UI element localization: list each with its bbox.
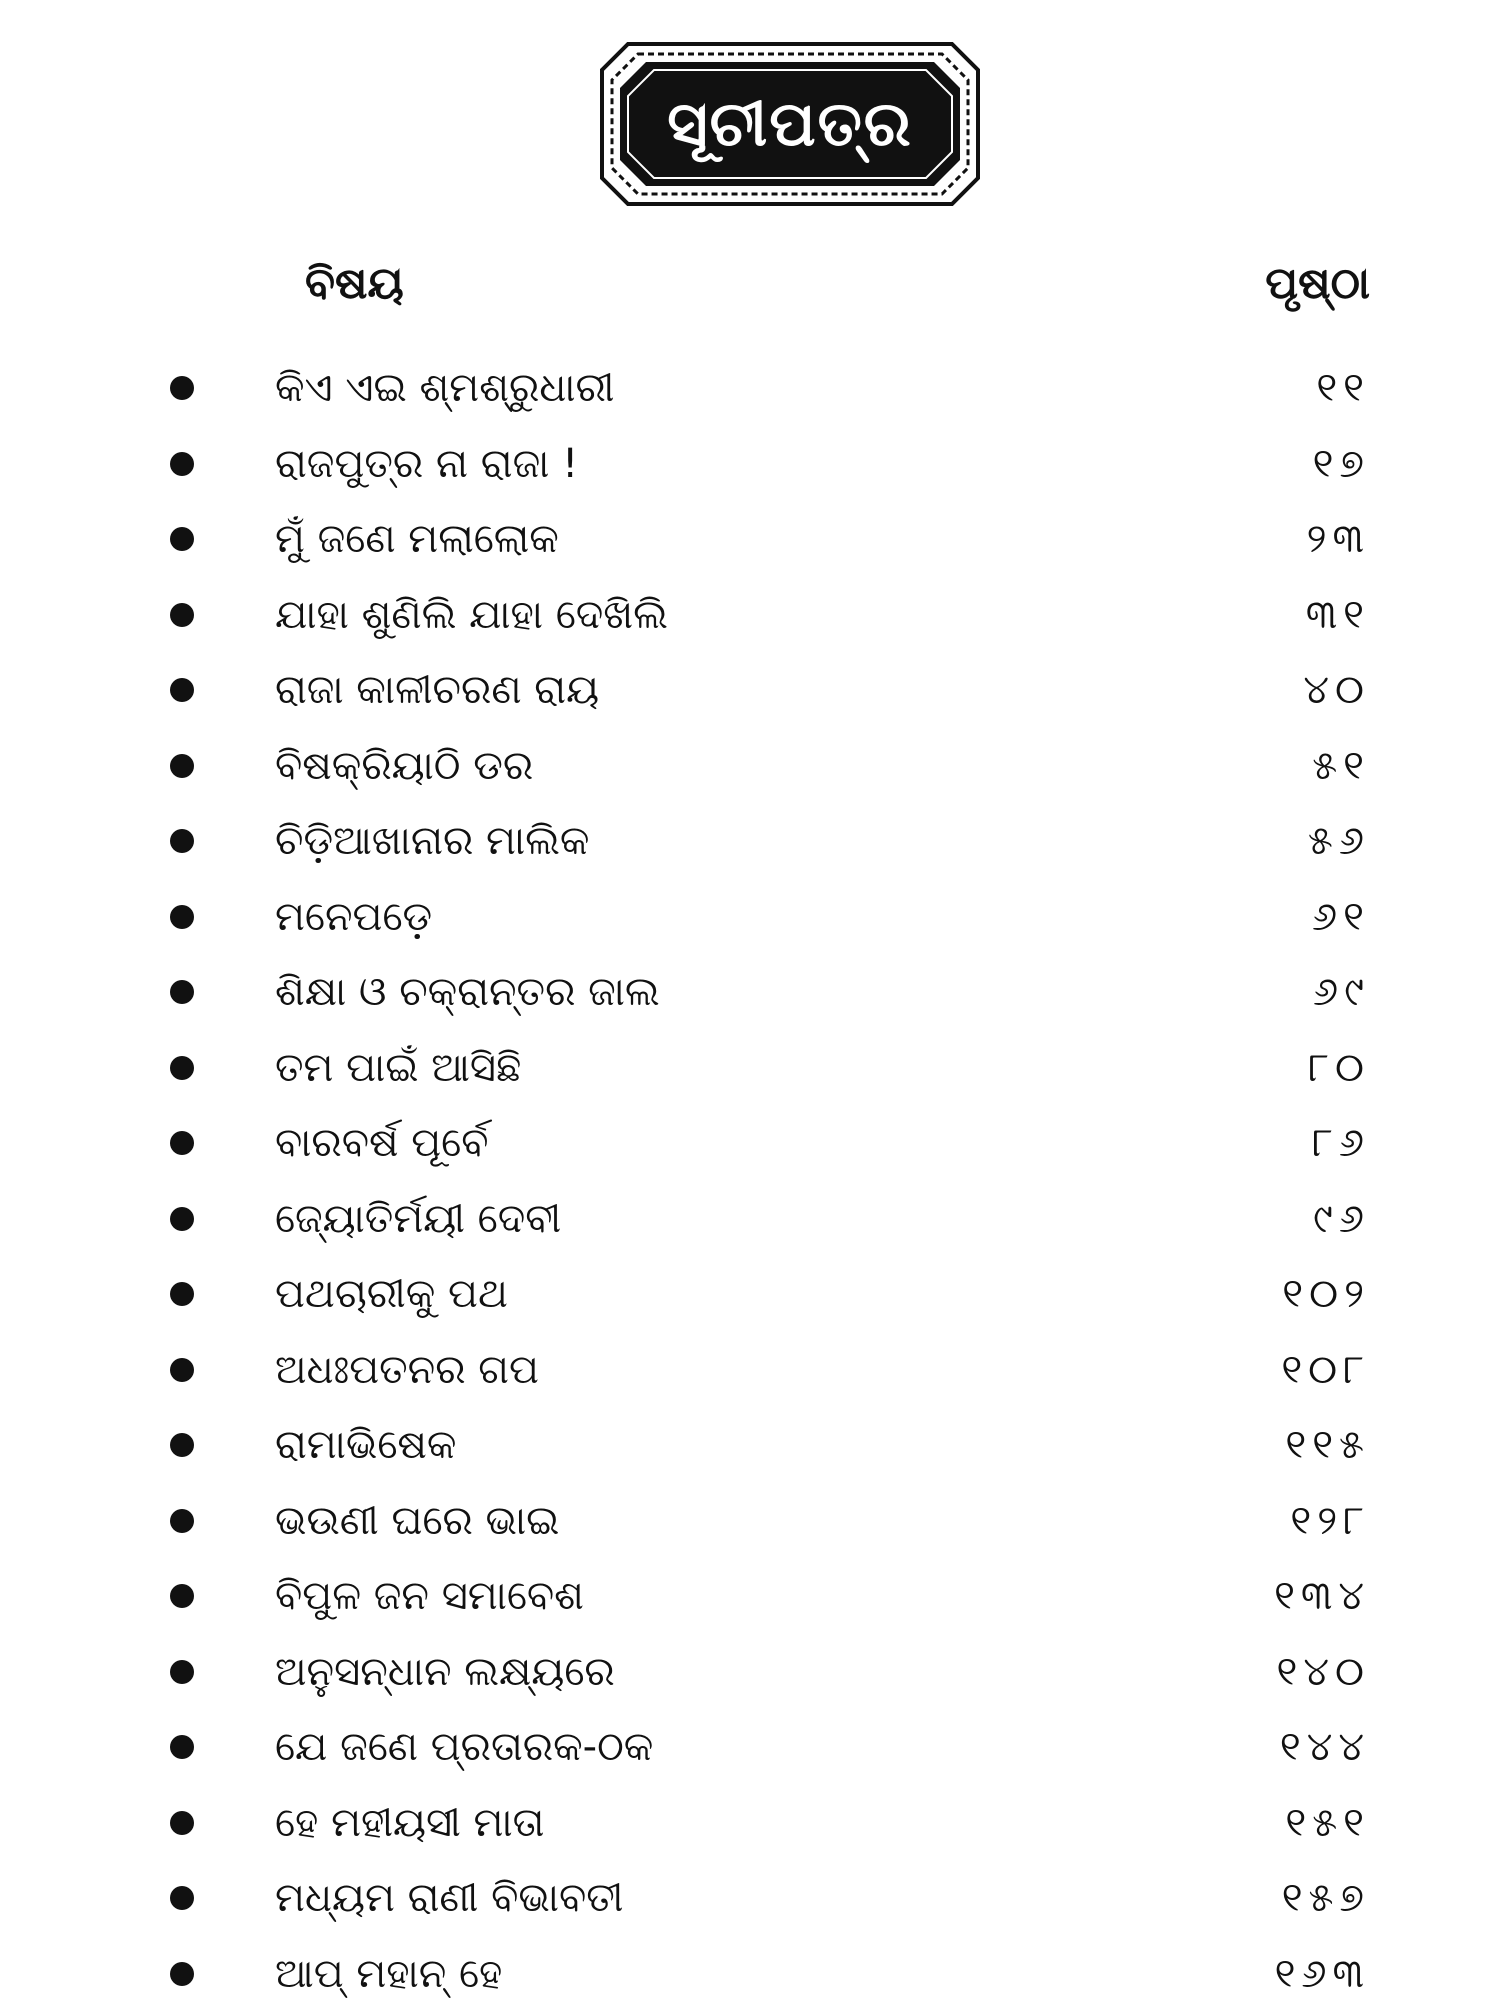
entry-title: ବାରବର୍ଷ ପୂର୍ବେ — [275, 1107, 488, 1179]
entry-page-number: ୧୧ — [1316, 352, 1370, 424]
bullet-icon — [170, 1282, 194, 1306]
entry-page-number: ୧୪୪ — [1280, 1711, 1370, 1783]
list-item — [0, 1787, 1500, 1863]
bullet-icon — [170, 376, 194, 400]
entry-title: ହେ ମହୀୟସୀ ମାତା — [275, 1787, 544, 1859]
bullet-icon — [170, 1886, 194, 1910]
list-item — [0, 579, 1500, 655]
list-item — [0, 503, 1500, 579]
entry-page-number: ୧୪୦ — [1277, 1636, 1370, 1708]
entry-title: ବିପୁଳ ଜନ ସମାବେଶ — [275, 1560, 584, 1632]
bullet-icon — [170, 1584, 194, 1608]
entry-title: ଭଉଣୀ ଘରେ ଭାଇ — [275, 1485, 559, 1557]
entry-page-number: ୩୧ — [1306, 579, 1370, 651]
list-item — [0, 1107, 1500, 1183]
list-item — [0, 805, 1500, 881]
bullet-icon — [170, 980, 194, 1004]
entry-title: ଅଧଃପତନର ଗପ — [275, 1334, 539, 1406]
entry-title: ଶିକ୍ଷା ଓ ଚକ୍ରାନ୍ତର ଜାଲ — [275, 956, 660, 1028]
column-header-page: ପୃଷ୍ଠା — [1265, 258, 1370, 309]
entry-title: ରାଜା କାଳୀଚରଣ ରାୟ — [275, 654, 599, 726]
bullet-icon — [170, 1131, 194, 1155]
bullet-icon — [170, 603, 194, 627]
entry-page-number: ୯୬ — [1313, 1183, 1370, 1255]
list-item — [0, 1862, 1500, 1938]
list-item — [0, 956, 1500, 1032]
entry-page-number: ୧୦୮ — [1281, 1334, 1370, 1406]
bullet-icon — [170, 1207, 194, 1231]
entry-title: ମଧ୍ୟମ ରାଣୀ ବିଭାବତୀ — [275, 1862, 624, 1934]
entry-page-number: ୫୧ — [1312, 730, 1370, 802]
entry-page-number: ୮୦ — [1308, 1032, 1370, 1104]
entry-page-number: ୬୯ — [1313, 956, 1370, 1028]
entry-page-number: ୫୬ — [1308, 805, 1370, 877]
entry-page-number: ୧୧୫ — [1285, 1409, 1370, 1481]
bullet-icon — [170, 829, 194, 853]
entry-title: ଜ୍ୟୋତିର୍ମୟୀ ଦେବୀ — [275, 1183, 561, 1255]
bullet-icon — [170, 1811, 194, 1835]
list-item — [0, 1636, 1500, 1712]
list-item — [0, 1032, 1500, 1108]
bullet-icon — [170, 678, 194, 702]
entry-page-number: ୧୫୧ — [1285, 1787, 1370, 1859]
list-item — [0, 1938, 1500, 2013]
entry-title: ବିଷକ୍ରିୟାଠି ଡର — [275, 730, 533, 802]
entry-title: ମନେପଡ଼େ — [275, 881, 432, 953]
list-item — [0, 1183, 1500, 1259]
list-item — [0, 1409, 1500, 1485]
entry-title: ଯେ ଜଣେ ପ୍ରତାରକ-ଠକ — [275, 1711, 653, 1783]
page-title: ସୂଚୀପତ୍ର — [598, 40, 982, 208]
bullet-icon — [170, 1358, 194, 1382]
list-item — [0, 352, 1500, 428]
bullet-icon — [170, 1433, 194, 1457]
list-item — [0, 1334, 1500, 1410]
list-item — [0, 1711, 1500, 1787]
entry-title: ଯାହା ଶୁଣିଲି ଯାହା ଦେଖିଲି — [275, 579, 668, 651]
entry-title: ତମ ପାଇଁ ଆସିଛି — [275, 1032, 521, 1104]
bullet-icon — [170, 452, 194, 476]
entry-page-number: ୨୩ — [1307, 503, 1370, 575]
bullet-icon — [170, 1056, 194, 1080]
entry-title: ରାମାଭିଷେକ — [275, 1409, 456, 1481]
entry-page-number: ୮୬ — [1312, 1107, 1370, 1179]
entry-title: ଆପ୍ ମହାନ୍ ହେ — [275, 1938, 502, 2010]
list-item — [0, 1258, 1500, 1334]
entry-page-number: ୧୩୪ — [1274, 1560, 1370, 1632]
list-item — [0, 881, 1500, 957]
entry-title: ଚିଡ଼ିଆଖାନାର ମାଲିକ — [275, 805, 589, 877]
entry-page-number: ୬୧ — [1312, 881, 1370, 953]
column-header-subject: ବିଷୟ — [305, 258, 404, 309]
entry-page-number: ୧୭ — [1313, 428, 1370, 500]
entry-title: କିଏ ଏଇ ଶ୍ମଶ୍ରୁଧାରୀ — [275, 352, 615, 424]
list-item — [0, 1485, 1500, 1561]
entry-title: ରାଜପୁତ୍ର ନା ରାଜା ! — [275, 428, 578, 500]
entry-title: ପଥଚାରୀକୁ ପଥ — [275, 1258, 508, 1330]
list-item — [0, 730, 1500, 806]
bullet-icon — [170, 1735, 194, 1759]
entry-title: ଅନୁସନ୍ଧାନ ଲକ୍ଷ୍ୟରେ — [275, 1636, 615, 1708]
list-item — [0, 1560, 1500, 1636]
list-item — [0, 428, 1500, 504]
bullet-icon — [170, 1660, 194, 1684]
bullet-icon — [170, 754, 194, 778]
entry-page-number: ୧୦୨ — [1282, 1258, 1370, 1330]
entry-page-number: ୧୨୮ — [1290, 1485, 1370, 1557]
entry-page-number: ୪୦ — [1303, 654, 1370, 726]
bullet-icon — [170, 527, 194, 551]
list-item — [0, 654, 1500, 730]
entry-page-number: ୧୬୩ — [1275, 1938, 1370, 2010]
table-of-contents — [0, 352, 1500, 2013]
bullet-icon — [170, 1509, 194, 1533]
title-frame — [598, 40, 982, 208]
bullet-icon — [170, 1962, 194, 1986]
entry-page-number: ୧୫୭ — [1282, 1862, 1370, 1934]
entry-title: ମୁଁ ଜଣେ ମଲାଲୋକ — [275, 503, 559, 575]
bullet-icon — [170, 905, 194, 929]
